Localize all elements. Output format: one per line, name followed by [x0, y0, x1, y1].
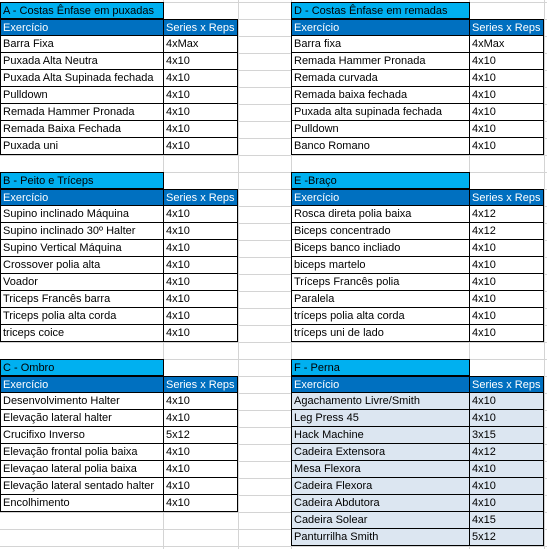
header-series-reps[interactable]: Series x Reps — [469, 19, 544, 36]
block-title[interactable]: E -Braço — [291, 172, 470, 189]
exercise-cell[interactable]: Hack Machine — [291, 427, 470, 444]
header-series-reps[interactable]: Series x Reps — [163, 189, 238, 206]
header-exercise[interactable]: Exercício — [0, 19, 164, 36]
exercise-cell[interactable]: Puxada alta supinada fechada — [291, 104, 470, 121]
series-reps-cell[interactable]: 4x10 — [163, 206, 238, 223]
series-reps-cell[interactable]: 4x10 — [469, 121, 544, 138]
series-reps-cell[interactable]: 4x10 — [469, 53, 544, 70]
exercise-cell[interactable]: Crucifixo Inverso — [0, 427, 164, 444]
series-reps-cell[interactable]: 4x12 — [469, 206, 544, 223]
exercise-cell[interactable]: Supino inclinado Máquina — [0, 206, 164, 223]
header-series-reps[interactable]: Series x Reps — [469, 189, 544, 206]
exercise-cell[interactable]: biceps martelo — [291, 257, 470, 274]
exercise-cell[interactable]: Elevação lateral halter — [0, 410, 164, 427]
series-reps-cell[interactable]: 4x10 — [469, 325, 544, 342]
series-reps-cell[interactable]: 4x10 — [163, 444, 238, 461]
exercise-cell[interactable]: Remada baixa fechada — [291, 87, 470, 104]
header-exercise[interactable]: Exercício — [291, 19, 470, 36]
block-title[interactable]: C - Ombro — [0, 359, 164, 376]
exercise-cell[interactable]: Elevaçao lateral polia baixa — [0, 461, 164, 478]
exercise-cell[interactable]: Biceps concentrado — [291, 223, 470, 240]
header-exercise[interactable]: Exercício — [291, 376, 470, 393]
exercise-cell[interactable]: Tríceps Francês polia — [291, 274, 470, 291]
series-reps-cell[interactable]: 4x10 — [163, 478, 238, 495]
series-reps-cell[interactable]: 4x12 — [469, 223, 544, 240]
exercise-cell[interactable]: Triceps Francês barra — [0, 291, 164, 308]
exercise-cell[interactable]: Remada Hammer Pronada — [0, 104, 164, 121]
series-reps-cell[interactable]: 4x15 — [469, 512, 544, 529]
exercise-cell[interactable]: Voador — [0, 274, 164, 291]
exercise-cell[interactable]: Triceps polia alta corda — [0, 308, 164, 325]
series-reps-cell[interactable]: 4x10 — [163, 70, 238, 87]
exercise-cell[interactable]: Banco Romano — [291, 138, 470, 155]
series-reps-cell[interactable]: 4x10 — [469, 87, 544, 104]
exercise-cell[interactable]: Rosca direta polia baixa — [291, 206, 470, 223]
exercise-cell[interactable]: Cadeira Extensora — [291, 444, 470, 461]
exercise-cell[interactable]: Puxada uni — [0, 138, 164, 155]
series-reps-cell[interactable]: 5x12 — [163, 427, 238, 444]
block-title[interactable]: F - Perna — [291, 359, 470, 376]
series-reps-cell[interactable]: 4x10 — [163, 325, 238, 342]
exercise-cell[interactable]: Biceps banco incliado — [291, 240, 470, 257]
exercise-cell[interactable]: Supino Vertical Máquina — [0, 240, 164, 257]
exercise-cell[interactable]: tríceps uni de lado — [291, 325, 470, 342]
exercise-cell[interactable]: Cadeira Abdutora — [291, 495, 470, 512]
series-reps-cell[interactable]: 4x10 — [469, 478, 544, 495]
series-reps-cell[interactable]: 4x10 — [469, 461, 544, 478]
series-reps-cell[interactable]: 4x10 — [163, 393, 238, 410]
header-series-reps[interactable]: Series x Reps — [163, 376, 238, 393]
exercise-cell[interactable]: Barra fixa — [291, 36, 470, 53]
series-reps-cell[interactable]: 4x10 — [163, 308, 238, 325]
header-series-reps[interactable]: Series x Reps — [469, 376, 544, 393]
exercise-cell[interactable]: Paralela — [291, 291, 470, 308]
exercise-cell[interactable]: tríceps polia alta corda — [291, 308, 470, 325]
exercise-cell[interactable]: Pulldown — [0, 87, 164, 104]
series-reps-cell[interactable]: 4x10 — [163, 87, 238, 104]
series-reps-cell[interactable]: 4x10 — [469, 138, 544, 155]
exercise-cell[interactable]: Panturrilha Smith — [291, 529, 470, 546]
series-reps-cell[interactable]: 4x10 — [163, 121, 238, 138]
exercise-cell[interactable]: triceps coice — [0, 325, 164, 342]
header-exercise[interactable]: Exercício — [0, 376, 164, 393]
series-reps-cell[interactable]: 4x10 — [469, 495, 544, 512]
series-reps-cell[interactable]: 4x10 — [163, 223, 238, 240]
gridline — [0, 546, 547, 547]
exercise-cell[interactable]: Cadeira Solear — [291, 512, 470, 529]
exercise-cell[interactable]: Cadeira Flexora — [291, 478, 470, 495]
exercise-cell[interactable]: Mesa Flexora — [291, 461, 470, 478]
series-reps-cell[interactable]: 4x10 — [163, 410, 238, 427]
series-reps-cell[interactable]: 4x10 — [163, 240, 238, 257]
exercise-cell[interactable]: Leg Press 45 — [291, 410, 470, 427]
series-reps-cell[interactable]: 4x10 — [163, 461, 238, 478]
series-reps-cell[interactable]: 4x10 — [163, 257, 238, 274]
series-reps-cell[interactable]: 4x10 — [469, 70, 544, 87]
header-exercise[interactable]: Exercício — [0, 189, 164, 206]
block-title[interactable]: D - Costas Ênfase em remadas — [291, 2, 470, 19]
series-reps-cell[interactable]: 4x10 — [163, 104, 238, 121]
series-reps-cell[interactable]: 4x10 — [163, 138, 238, 155]
gridline — [0, 342, 547, 343]
exercise-cell[interactable]: Agachamento Livre/Smith — [291, 393, 470, 410]
series-reps-cell[interactable]: 4x10 — [163, 495, 238, 512]
series-reps-cell[interactable]: 4x10 — [163, 53, 238, 70]
exercise-cell[interactable]: Puxada Alta Supinada fechada — [0, 70, 164, 87]
exercise-cell[interactable]: Crossover polia alta — [0, 257, 164, 274]
gridline — [0, 155, 547, 156]
series-reps-cell[interactable]: 4xMax — [163, 36, 238, 53]
series-reps-cell[interactable]: 4x10 — [469, 308, 544, 325]
series-reps-cell[interactable]: 5x12 — [469, 529, 544, 546]
exercise-cell[interactable]: Puxada Alta Neutra — [0, 53, 164, 70]
exercise-cell[interactable]: Elevação frontal polia baixa — [0, 444, 164, 461]
series-reps-cell[interactable]: 4xMax — [469, 36, 544, 53]
exercise-cell[interactable]: Remada Hammer Pronada — [291, 53, 470, 70]
series-reps-cell[interactable]: 4x10 — [469, 257, 544, 274]
series-reps-cell[interactable]: 4x10 — [469, 274, 544, 291]
series-reps-cell[interactable]: 4x10 — [469, 393, 544, 410]
exercise-cell[interactable]: Encolhimento — [0, 495, 164, 512]
exercise-cell[interactable]: Desenvolvimento Halter — [0, 393, 164, 410]
header-exercise[interactable]: Exercício — [291, 189, 470, 206]
series-reps-cell[interactable]: 4x12 — [469, 444, 544, 461]
series-reps-cell[interactable]: 4x10 — [163, 274, 238, 291]
series-reps-cell[interactable]: 4x10 — [469, 291, 544, 308]
block-title[interactable]: B - Peito e Tríceps — [0, 172, 164, 189]
series-reps-cell[interactable]: 4x10 — [163, 291, 238, 308]
series-reps-cell[interactable]: 4x10 — [469, 240, 544, 257]
header-series-reps[interactable]: Series x Reps — [163, 19, 238, 36]
exercise-cell[interactable]: Elevação lateral sentado halter — [0, 478, 164, 495]
exercise-cell[interactable]: Remada Baixa Fechada — [0, 121, 164, 138]
series-reps-cell[interactable]: 3x15 — [469, 427, 544, 444]
block-title[interactable]: A - Costas Ênfase em puxadas — [0, 2, 164, 19]
exercise-cell[interactable]: Remada curvada — [291, 70, 470, 87]
exercise-cell[interactable]: Pulldown — [291, 121, 470, 138]
exercise-cell[interactable]: Barra Fixa — [0, 36, 164, 53]
exercise-cell[interactable]: Supino inclinado 30º Halter — [0, 223, 164, 240]
series-reps-cell[interactable]: 4x10 — [469, 104, 544, 121]
series-reps-cell[interactable]: 4x10 — [469, 410, 544, 427]
